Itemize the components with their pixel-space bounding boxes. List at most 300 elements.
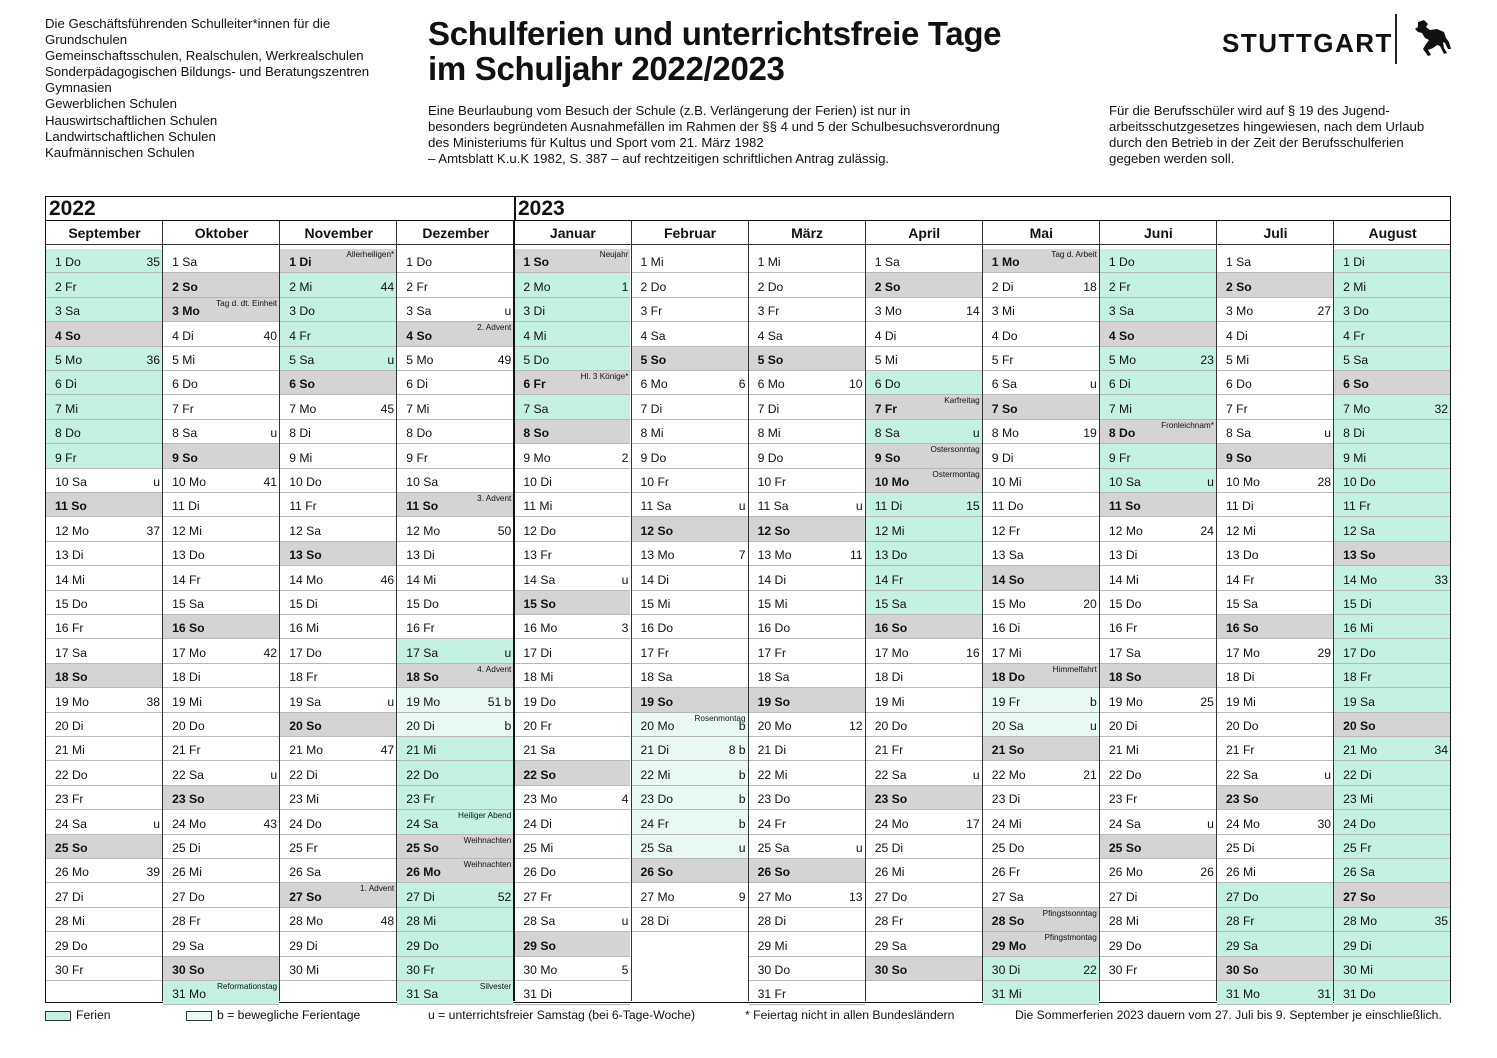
day-cell <box>46 737 162 761</box>
day-label: 25 Fr <box>1343 840 1372 855</box>
day-cell <box>514 786 630 810</box>
day-cell <box>1334 932 1450 956</box>
day-label: 25 So <box>55 840 88 855</box>
day-label: 30 Fr <box>55 962 84 977</box>
year-divider <box>514 197 516 220</box>
day-cell <box>983 493 1099 517</box>
day-label: 23 Di <box>991 792 1021 807</box>
day-cell <box>1334 566 1450 590</box>
holiday-annotation: 1. Advent <box>360 884 395 894</box>
day-label: 18 Di <box>874 670 904 685</box>
day-label: 29 Di <box>289 938 318 953</box>
day-cell <box>163 444 279 468</box>
week-number: 12 <box>849 718 863 733</box>
day-cell <box>632 639 748 663</box>
day-label: 5 So <box>757 352 784 367</box>
day-label: 25 So <box>1108 840 1142 855</box>
day-label: 28 So <box>991 914 1025 929</box>
day-cell <box>749 322 865 346</box>
week-number: 19 <box>1083 426 1097 441</box>
school-list-line: Die Geschäftsführenden Schulleiter*innen für die <box>45 16 331 31</box>
month-column-märz <box>749 221 866 1001</box>
day-cell <box>983 249 1099 273</box>
day-cell <box>1334 713 1450 737</box>
day-cell <box>866 371 982 395</box>
day-cell <box>866 420 982 444</box>
day-cell <box>749 591 865 615</box>
day-label: 16 Fr <box>406 621 435 636</box>
day-cell <box>632 493 748 517</box>
holiday-annotation: Hl. 3 Könige* <box>580 372 629 381</box>
day-label: 9 Do <box>757 450 784 465</box>
day-cell <box>983 835 1099 859</box>
day-label: 19 So <box>640 694 674 709</box>
day-cell <box>983 957 1099 981</box>
day-label: 26 Mo <box>406 865 441 880</box>
day-cell <box>280 786 396 810</box>
day-label: 5 Fr <box>991 352 1014 367</box>
day-label: 19 Sa <box>1343 694 1375 709</box>
day-cell <box>163 810 279 834</box>
day-cell <box>280 542 396 566</box>
day-cell <box>1334 298 1450 322</box>
day-flag: b <box>504 694 512 709</box>
day-label: 20 Fr <box>523 718 552 733</box>
day-cell <box>866 713 982 737</box>
day-label: 15 Di <box>289 596 318 611</box>
day-cell <box>514 615 630 639</box>
day-label: 22 Di <box>289 767 318 782</box>
day-label: 25 Di <box>1226 840 1255 855</box>
day-cell <box>397 420 513 444</box>
day-flag: u <box>972 426 980 441</box>
day-label: 27 Mo <box>757 889 792 904</box>
day-label: 8 Sa <box>1226 426 1252 441</box>
day-label: 15 Mo <box>991 596 1026 611</box>
day-label: 20 So <box>289 718 322 733</box>
day-label: 27 Di <box>406 889 435 904</box>
legend-samstag: u = unterrichtsfreier Samstag (bei 6-Tage-Woche) <box>428 1008 695 1022</box>
day-label: 21 Mi <box>406 743 437 758</box>
day-cell <box>866 810 982 834</box>
day-cell <box>632 444 748 468</box>
week-number: 34 <box>1434 743 1449 758</box>
day-label: 23 So <box>874 792 908 807</box>
day-label: 3 Sa <box>1108 304 1134 319</box>
day-label: 6 Do <box>172 377 198 392</box>
day-label: 27 Do <box>172 889 205 904</box>
day-cell <box>46 688 162 712</box>
day-label: 25 Di <box>172 840 201 855</box>
day-cell <box>46 347 162 371</box>
day-cell <box>632 298 748 322</box>
day-label: 3 Mo <box>1226 304 1254 319</box>
day-cell <box>866 493 982 517</box>
day-cell <box>632 591 748 615</box>
day-label: 21 Fr <box>874 743 904 758</box>
school-list-line: Hauswirtschaftlichen Schulen <box>45 112 218 128</box>
day-cell <box>749 493 865 517</box>
day-cell <box>46 420 162 444</box>
day-label: 23 Do <box>640 792 674 807</box>
day-cell <box>163 957 279 981</box>
week-number: 26 <box>1200 865 1214 880</box>
day-label: 7 Fr <box>172 401 194 416</box>
day-cell <box>397 908 513 932</box>
day-label: 30 Mi <box>1343 962 1373 977</box>
day-cell <box>1217 786 1333 810</box>
week-number: 41 <box>263 474 278 489</box>
day-cell <box>983 810 1099 834</box>
day-label: 13 Di <box>1108 548 1138 563</box>
day-cell <box>983 737 1099 761</box>
day-cell <box>983 664 1099 688</box>
day-label: 20 Sa <box>991 718 1024 733</box>
day-cell <box>280 639 396 663</box>
year-2023: 2023 <box>518 197 565 220</box>
day-label: 20 Di <box>55 718 84 733</box>
day-label: 10 Di <box>523 474 552 489</box>
day-cell <box>46 713 162 737</box>
day-label: 6 Do <box>1226 377 1252 392</box>
week-number: 47 <box>380 743 395 758</box>
day-flag: u <box>504 304 512 319</box>
day-label: 30 So <box>172 962 205 977</box>
day-label: 2 Do <box>757 279 784 294</box>
week-number: 32 <box>1434 401 1449 416</box>
day-label: 25 Sa <box>640 840 673 855</box>
month-column-oktober <box>163 221 280 1001</box>
day-label: 8 Do <box>55 426 81 441</box>
day-label: 14 Mi <box>1108 572 1139 587</box>
day-cell <box>1334 273 1450 297</box>
day-cell <box>514 395 630 419</box>
day-cell <box>866 542 982 566</box>
day-label: 4 Di <box>172 328 194 343</box>
day-cell <box>280 737 396 761</box>
holiday-annotation: 2. Advent <box>477 323 512 333</box>
day-cell <box>632 371 748 395</box>
day-label: 4 So <box>1108 328 1135 343</box>
day-label: 28 Mi <box>55 914 85 929</box>
day-cell <box>46 542 162 566</box>
day-cell <box>46 639 162 663</box>
day-cell <box>749 249 865 273</box>
day-label: 4 Di <box>1226 328 1248 343</box>
day-label: 25 Sa <box>757 840 790 855</box>
day-label: 7 So <box>991 401 1018 416</box>
day-cell <box>632 469 748 493</box>
day-flag: b <box>504 718 512 733</box>
day-label: 27 Do <box>874 889 908 904</box>
day-label: 9 Fr <box>406 450 428 465</box>
day-label: 27 So <box>1343 889 1376 904</box>
day-cell <box>397 322 513 346</box>
week-number: 7 <box>738 548 746 563</box>
day-label: 10 Mo <box>172 474 206 489</box>
day-cell <box>632 566 748 590</box>
day-cell <box>632 810 748 834</box>
day-cell <box>1217 761 1333 785</box>
day-flag: u <box>153 474 160 489</box>
day-label: 1 Sa <box>874 255 900 270</box>
day-cell <box>1334 347 1450 371</box>
day-cell <box>866 347 982 371</box>
day-cell <box>866 859 982 883</box>
day-cell <box>514 639 630 663</box>
day-cell <box>280 444 396 468</box>
week-number: 45 <box>380 401 395 416</box>
day-label: 1 Mo <box>991 255 1020 270</box>
calendar-grid <box>45 221 1451 1003</box>
day-cell <box>632 688 748 712</box>
column-divider <box>631 221 632 1001</box>
day-cell <box>514 298 630 322</box>
day-cell <box>280 664 396 688</box>
day-cell <box>280 322 396 346</box>
day-label: 8 Di <box>1343 426 1365 441</box>
day-label: 20 Mo <box>640 718 675 733</box>
month-column-januar <box>514 221 631 1001</box>
day-cell <box>163 542 279 566</box>
week-number: 11 <box>849 548 863 563</box>
day-label: 16 So <box>1226 621 1259 636</box>
day-cell <box>46 883 162 907</box>
day-cell <box>1217 859 1333 883</box>
day-cell <box>983 591 1099 615</box>
day-label: 11 So <box>406 499 439 514</box>
week-number: 43 <box>263 816 278 831</box>
day-cell <box>397 347 513 371</box>
day-cell <box>1100 493 1216 517</box>
day-label: 4 So <box>55 328 81 343</box>
day-cell <box>46 566 162 590</box>
day-label: 10 Sa <box>55 474 87 489</box>
day-cell <box>163 883 279 907</box>
day-label: 18 Fr <box>1343 670 1372 685</box>
day-cell <box>749 420 865 444</box>
day-cell <box>397 786 513 810</box>
day-label: 14 Mo <box>289 572 324 587</box>
day-cell <box>749 444 865 468</box>
day-label: 11 Mi <box>523 499 553 514</box>
day-cell <box>397 395 513 419</box>
day-cell <box>163 737 279 761</box>
day-cell <box>1334 859 1450 883</box>
day-label: 9 Mi <box>289 450 313 465</box>
day-cell <box>632 713 748 737</box>
day-cell <box>749 810 865 834</box>
day-cell <box>1334 322 1450 346</box>
day-cell <box>1100 664 1216 688</box>
day-cell <box>1100 542 1216 566</box>
day-label: 29 Sa <box>172 938 204 953</box>
column-divider <box>279 221 280 1001</box>
day-label: 23 So <box>1226 792 1259 807</box>
month-column-november <box>280 221 397 1001</box>
week-number: 4 <box>621 792 629 807</box>
day-label: 2 Mi <box>1343 279 1367 294</box>
day-label: 14 Mo <box>1343 572 1377 587</box>
day-label: 15 Sa <box>874 596 907 611</box>
day-cell <box>397 591 513 615</box>
day-cell <box>46 664 162 688</box>
day-cell <box>46 298 162 322</box>
day-label: 6 Sa <box>991 377 1017 392</box>
week-number: 51 <box>487 694 502 709</box>
week-number: 33 <box>1434 572 1449 587</box>
month-column-februar <box>632 221 749 1001</box>
holiday-annotation: Heiliger Abend <box>458 811 512 821</box>
week-number: 6 <box>738 377 746 392</box>
day-cell <box>1334 444 1450 468</box>
day-label: 31 Mo <box>1226 987 1260 1002</box>
day-cell <box>163 615 279 639</box>
day-label: 9 So <box>874 450 901 465</box>
day-cell <box>983 859 1099 883</box>
day-cell <box>983 273 1099 297</box>
day-cell <box>514 810 630 834</box>
day-label: 10 Do <box>289 474 322 489</box>
day-label: 14 Mi <box>406 572 437 587</box>
day-flag: u <box>1207 816 1214 831</box>
month-header: September <box>46 221 163 245</box>
day-cell <box>632 420 748 444</box>
day-cell <box>749 981 865 1005</box>
day-label: 10 Mi <box>991 474 1022 489</box>
day-label: 26 Mo <box>1108 865 1143 880</box>
day-label: 24 Mo <box>874 816 909 831</box>
day-cell <box>163 566 279 590</box>
day-label: 13 Di <box>406 548 435 563</box>
day-cell <box>1100 298 1216 322</box>
day-label: 11 Di <box>874 499 903 514</box>
month-header: November <box>280 221 397 245</box>
day-label: 22 Mi <box>757 767 788 782</box>
day-cell <box>163 469 279 493</box>
day-label: 21 Mi <box>1108 743 1139 758</box>
day-cell <box>46 395 162 419</box>
legend-ferien-swatch <box>45 1011 71 1021</box>
day-label: 23 Mi <box>289 792 319 807</box>
day-label: 28 Fr <box>172 914 201 929</box>
day-label: 1 Do <box>1108 255 1135 270</box>
holiday-annotation: Weihnachten <box>463 835 512 845</box>
day-label: 25 Do <box>991 840 1025 855</box>
day-flag: b <box>738 792 746 807</box>
day-cell <box>280 859 396 883</box>
holiday-annotation: Fronleichnam* <box>1161 420 1214 430</box>
legend-bewegliche: b = bewegliche Ferientage <box>186 1008 360 1022</box>
day-cell <box>749 761 865 785</box>
day-cell <box>46 786 162 810</box>
day-cell <box>163 517 279 541</box>
day-cell <box>632 249 748 273</box>
month-column-dezember <box>397 221 514 1001</box>
day-cell <box>397 469 513 493</box>
day-label: 21 Di <box>757 743 787 758</box>
day-cell <box>749 835 865 859</box>
day-cell <box>1100 249 1216 273</box>
day-label: 30 Fr <box>1108 962 1138 977</box>
day-label: 6 Di <box>406 377 428 392</box>
day-cell <box>749 737 865 761</box>
day-label: 13 Sa <box>991 548 1024 563</box>
day-cell <box>1100 908 1216 932</box>
day-label: 12 So <box>757 523 791 538</box>
day-label: 21 Mi <box>55 743 85 758</box>
day-cell <box>397 615 513 639</box>
day-label: 13 Mo <box>757 548 792 563</box>
day-cell <box>163 688 279 712</box>
day-cell <box>163 273 279 297</box>
day-cell <box>983 566 1099 590</box>
day-label: 16 Fr <box>55 621 84 636</box>
day-label: 8 Mo <box>991 426 1019 441</box>
day-cell <box>46 591 162 615</box>
day-label: 8 Mi <box>757 426 781 441</box>
note-left-line: Eine Beurlaubung vom Besuch der Schule (z.B. Verlängerung der Ferien) ist nur in <box>428 103 911 118</box>
day-cell <box>397 639 513 663</box>
day-cell <box>514 273 630 297</box>
day-flag: b <box>738 743 746 758</box>
day-cell <box>397 273 513 297</box>
day-label: 28 Fr <box>1226 914 1255 929</box>
day-cell <box>749 883 865 907</box>
week-number: 48 <box>380 914 395 929</box>
day-cell <box>1100 444 1216 468</box>
day-cell <box>280 883 396 907</box>
day-cell <box>983 639 1099 663</box>
day-cell <box>280 932 396 956</box>
day-label: 30 Di <box>991 962 1021 977</box>
day-label: 11 Sa <box>757 499 789 514</box>
day-label: 31 Do <box>1343 987 1376 1002</box>
day-label: 9 Di <box>991 450 1014 465</box>
day-cell <box>397 298 513 322</box>
day-label: 14 Di <box>640 572 669 587</box>
day-label: 23 Fr <box>1108 792 1138 807</box>
day-label: 24 Fr <box>757 816 787 831</box>
day-flag: u <box>1324 426 1331 441</box>
day-label: 5 Do <box>523 352 550 367</box>
day-label: 12 Mi <box>1226 523 1256 538</box>
day-cell <box>866 322 982 346</box>
day-cell <box>632 273 748 297</box>
day-cell <box>1100 688 1216 712</box>
day-cell <box>46 273 162 297</box>
day-label: 17 Di <box>523 645 552 660</box>
day-flag: u <box>387 352 395 367</box>
day-label: 11 Do <box>991 499 1024 514</box>
day-cell <box>1100 469 1216 493</box>
day-label: 11 Di <box>172 499 200 514</box>
day-label: 25 Di <box>874 840 904 855</box>
month-column-juni <box>1100 221 1217 1001</box>
note-right-line: durch den Betrieb in der Zeit der Berufsschulferien <box>1109 135 1404 150</box>
day-cell <box>46 371 162 395</box>
day-label: 4 Mi <box>523 328 547 343</box>
day-label: 17 Sa <box>1108 645 1141 660</box>
day-cell <box>1100 859 1216 883</box>
day-label: 5 Mo <box>1108 352 1136 367</box>
day-label: 13 So <box>289 548 322 563</box>
day-label: 11 Fr <box>289 499 317 514</box>
day-label: 27 Sa <box>991 889 1024 904</box>
day-label: 15 Do <box>1108 596 1142 611</box>
day-label: 12 Fr <box>991 523 1021 538</box>
day-label: 24 Mo <box>172 816 206 831</box>
